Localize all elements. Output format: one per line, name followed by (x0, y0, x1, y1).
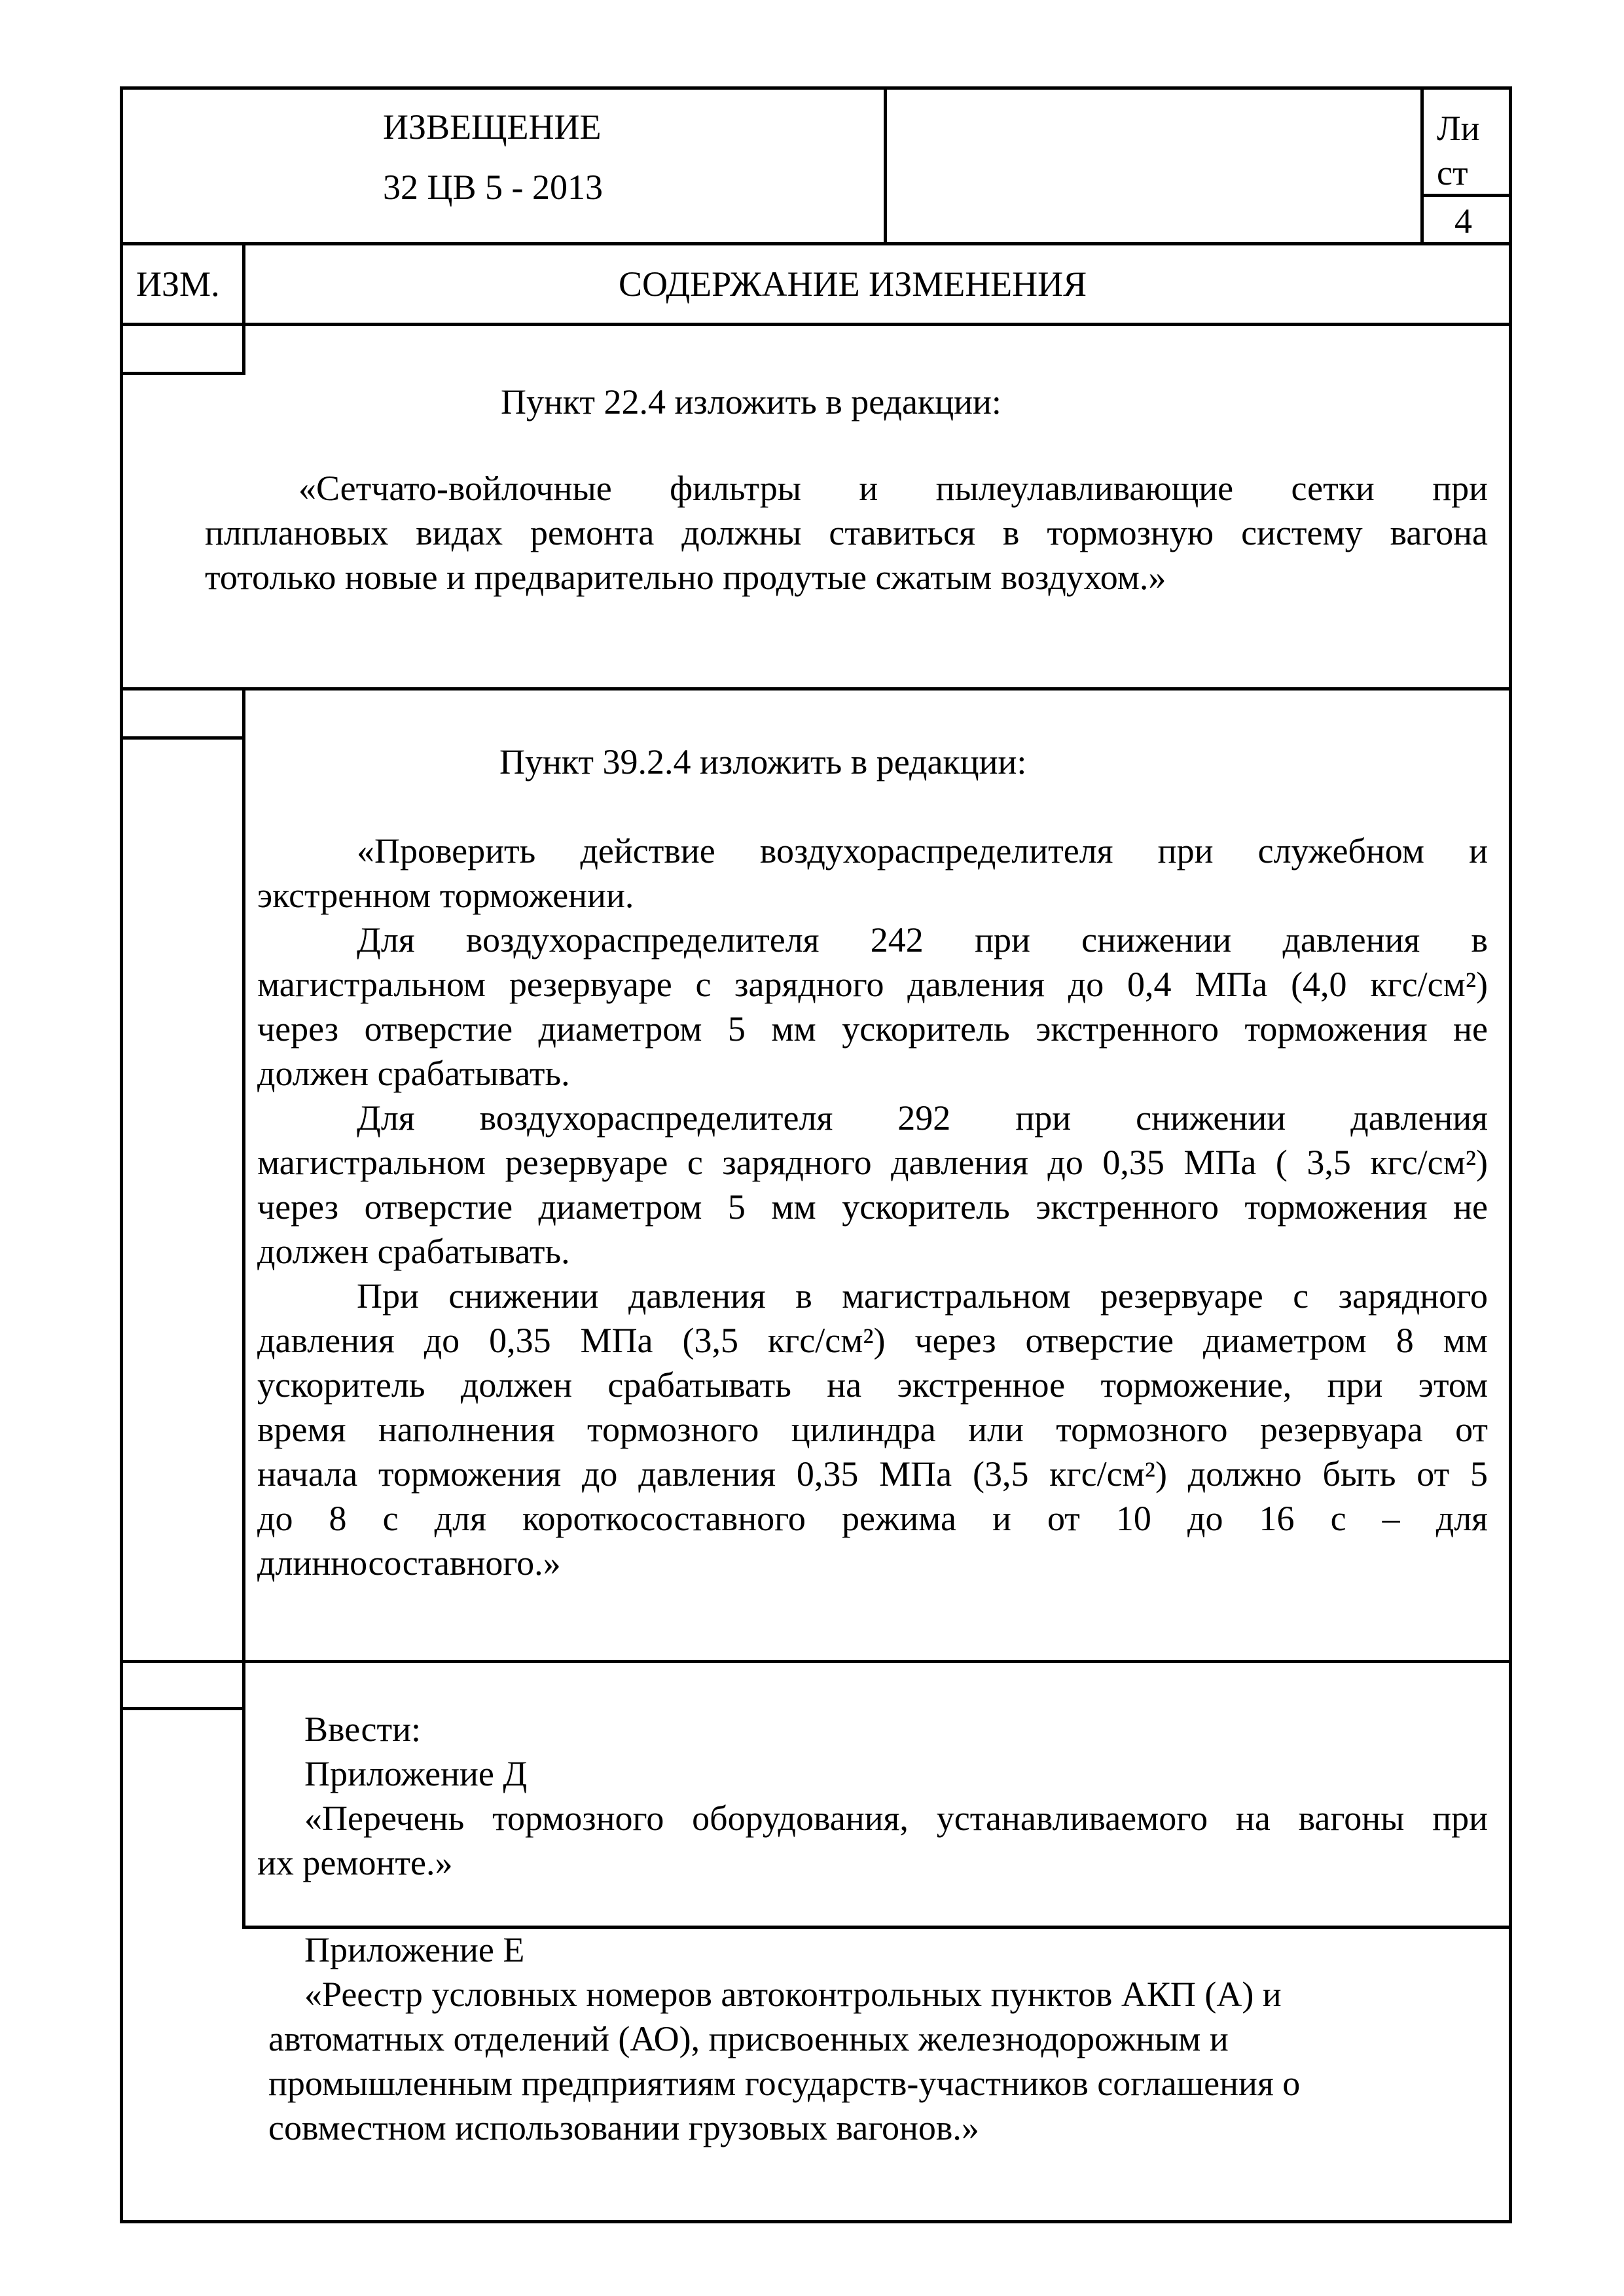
change-number-heading: ИЗМ. (136, 264, 220, 304)
appendix-e-line: автоматных отделений (АО), присвоенных железнодорожным и (268, 2019, 1229, 2058)
izm-stub-1-bottom (120, 372, 245, 375)
section2-line: Для воздухораспределителя 292 при снижении давления (357, 1098, 1488, 1138)
section2-line: магистральном резервуаре с зарядного давления до 0,35 МПа ( 3,5 кгс/см²) (257, 1143, 1488, 1182)
sheet-number: 4 (1454, 202, 1472, 241)
section2-line: начала торможения до давления 0,35 МПа (3,5 кгс/см²) должно быть от 5 (257, 1454, 1488, 1494)
section2-line: должен срабатывать. (257, 1054, 570, 1093)
izm-column-divider-3 (242, 1660, 245, 1928)
header-divider-1 (884, 86, 887, 243)
section2-line: до 8 с для короткосоставного режима и от 10 до 16 с – для (257, 1499, 1488, 1538)
section2-line: давления до 0,35 МПа (3,5 кгс/см²) через отверстие диаметром 8 мм (257, 1321, 1488, 1360)
section1-line: «Сетчато-войлочные фильтры и пылеулавливающие сетки при (298, 469, 1488, 508)
izm-stub-2-bottom (120, 736, 245, 740)
section2-line: Для воздухораспределителя 242 при снижении давления в (357, 920, 1488, 960)
izm-stub-3-bottom (120, 1707, 245, 1710)
appendix-d-line: их ремонте.» (257, 1843, 453, 1882)
section2-line: При снижении давления в магистральном резервуаре с зарядного (357, 1276, 1488, 1316)
appendix-d-title: Приложение Д (304, 1754, 528, 1793)
notice-title: ИЗВЕЩЕНИЕ (383, 107, 602, 147)
izm-stub-1 (242, 323, 245, 375)
section2-line: время наполнения тормозного цилиндра или тормозного резервуара от (257, 1410, 1488, 1449)
izm-column-divider-header (242, 242, 245, 324)
section1-paragraph (205, 466, 1488, 511)
change-content-heading: СОДЕРЖАНИЕ ИЗМЕНЕНИЯ (619, 264, 1087, 304)
section2-line: ускоритель должен срабатывать на экстренное торможение, при этом (257, 1365, 1488, 1405)
sheet-label-line2: ст (1437, 153, 1468, 192)
section1-line: тотолько новые и предварительно продутые сжатым воздухом.» (205, 558, 1166, 597)
section2-bottom-line (120, 1660, 1512, 1663)
izm-column-divider-2 (242, 687, 245, 1662)
appendix-e-line: совместном использовании грузовых вагонов.» (268, 2108, 979, 2147)
section2-line: должен срабатывать. (257, 1232, 570, 1271)
sheet-label-line1: Ли (1437, 109, 1480, 148)
column-header-bottom-line (120, 323, 1512, 326)
section1-heading: Пункт 22.4 изложить в редакции: (501, 382, 1001, 422)
section2-line: экстренном торможении. (257, 876, 634, 915)
section2-line: через отверстие диаметром 5 мм ускоритель экстренного торможения не (257, 1187, 1488, 1227)
notice-number: 32 ЦВ 5 - 2013 (383, 168, 603, 207)
section2-line: «Проверить действие воздухораспределителя при служебном и (357, 831, 1488, 870)
appendix-e-line: промышленным предприятиям государств-участников соглашения о (268, 2064, 1301, 2103)
introduce-label: Ввести: (304, 1710, 421, 1749)
section2-heading: Пункт 39.2.4 изложить в редакции: (499, 742, 1027, 781)
appendix-e-title: Приложение Е (304, 1930, 525, 1969)
section1-bottom-line (120, 687, 1512, 691)
appendix-d-line: «Перечень тормозного оборудования, устанавливаемого на вагоны при (304, 1799, 1488, 1838)
section2-line: магистральном резервуаре с зарядного давления до 0,4 МПа (4,0 кгс/см²) (257, 965, 1488, 1004)
header-divider-2 (1420, 86, 1424, 243)
section2-line: длинносоставного.» (257, 1543, 561, 1583)
appendix-e-line: «Реестр условных номеров автоконтрольных пунктов АКП (А) и (304, 1975, 1282, 2014)
header-bottom-line (120, 242, 1512, 245)
section1-line: плплановых видах ремонта должны ставиться в тормозную систему вагона (205, 513, 1488, 552)
section2-line: через отверстие диаметром 5 мм ускоритель экстренного торможения не (257, 1009, 1488, 1049)
